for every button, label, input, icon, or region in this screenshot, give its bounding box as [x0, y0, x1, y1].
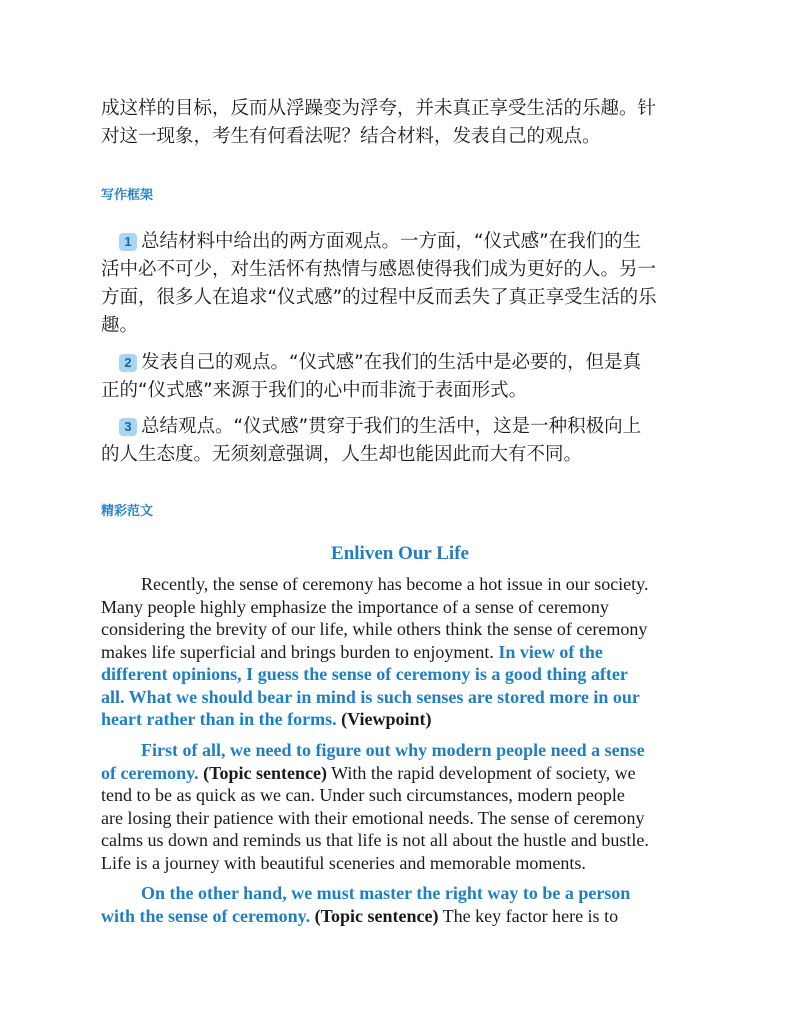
- topic-sentence-highlight: First of all, we need to figure out why modern people need a sense: [141, 740, 645, 760]
- viewpoint-highlight: heart rather than in the forms.: [101, 709, 337, 729]
- text-line: considering the brevity of our life, while others think the sense of ceremony: [101, 619, 648, 639]
- framework-item-line: 趣。: [101, 315, 139, 336]
- framework-item-line: 的人生态度。无须刻意强调，人生却也能因此而大有不同。: [101, 444, 583, 465]
- framework-item-line: 方面，很多人在追求“仪式感”的过程中反而丢失了真正享受生活的乐: [101, 287, 657, 308]
- text-line: Recently, the sense of ceremony has become a hot issue in our society.: [141, 574, 649, 594]
- text-line: tend to be as quick as we can. Under such circumstances, modern people: [101, 785, 625, 805]
- framework-item-1: [101, 228, 701, 340]
- framework-item-line: 活中必不可少，对生活怀有热情与感恩使得我们成为更好的人。另一: [101, 259, 657, 280]
- framework-item-line: 1 总结材料中给出的两方面观点。一方面，“仪式感”在我们的生: [101, 228, 701, 256]
- viewpoint-highlight: all. What we should bear in mind is such senses are stored more in our: [101, 686, 640, 707]
- text-line: with the sense of ceremony. (Topic sentence) The key factor here is to: [101, 905, 619, 926]
- text-line: are losing their patience with their emotional needs. The sense of ceremony: [101, 807, 645, 828]
- essay-title: Enliven Our Life: [331, 543, 469, 564]
- text-line: Many people highly emphasize the importance of a sense of ceremony: [101, 596, 609, 617]
- framework-item-line: 2 发表自己的观点。“仪式感”在我们的生活中是必要的，但是真: [101, 349, 701, 377]
- text-line: [101, 708, 701, 731]
- framework-item-line: 3 总结观点。“仪式感”贯穿于我们的生活中，这是一种积极向上: [101, 413, 701, 441]
- text-line: Life is a journey with beautiful sceneries and memorable moments.: [101, 852, 586, 873]
- intro-paragraph: [101, 95, 701, 151]
- framework-item-2: [101, 349, 701, 405]
- topic-sentence-tag: (Topic sentence): [198, 762, 327, 783]
- framework-item-line: 正的“仪式感”来源于我们的心中而非流于表面形式。: [101, 380, 528, 401]
- topic-sentence-highlight: of ceremony.: [101, 762, 199, 783]
- text-line: of ceremony. (Topic sentence) With the rapid development of society, we: [101, 762, 636, 783]
- topic-sentence-highlight: with the sense of ceremony.: [101, 905, 311, 926]
- framework-heading: 写作框架: [101, 188, 154, 203]
- intro-line: 成这样的目标，反而从浮躁变为浮夸，并未真正享受生活的乐趣。针: [101, 98, 657, 119]
- essay-paragraph-2: [101, 739, 701, 874]
- framework-item-3: [101, 413, 701, 469]
- number-badge: 3: [119, 418, 137, 436]
- text-line: makes life superficial and brings burden to enjoyment. In view of the: [101, 641, 603, 662]
- model-essay-heading: 精彩范文: [101, 504, 154, 519]
- number-badge: 2: [119, 354, 137, 372]
- topic-sentence-tag: (Topic sentence): [310, 905, 439, 926]
- viewpoint-tag: (Viewpoint): [336, 709, 432, 729]
- essay-paragraph-1: [101, 573, 701, 731]
- viewpoint-highlight: different opinions, I guess the sense of ceremony is a good thing after: [101, 664, 628, 684]
- topic-sentence-highlight: On the other hand, we must master the right way to be a person: [141, 883, 631, 903]
- intro-line: 对这一现象，考生有何看法呢？结合材料，发表自己的观点。: [101, 126, 601, 147]
- text-line: calms us down and reminds us that life is not all about the hustle and bustle.: [101, 830, 649, 850]
- number-badge: 1: [119, 233, 137, 251]
- viewpoint-highlight: In view of the: [498, 641, 603, 662]
- essay-paragraph-3: [101, 882, 701, 927]
